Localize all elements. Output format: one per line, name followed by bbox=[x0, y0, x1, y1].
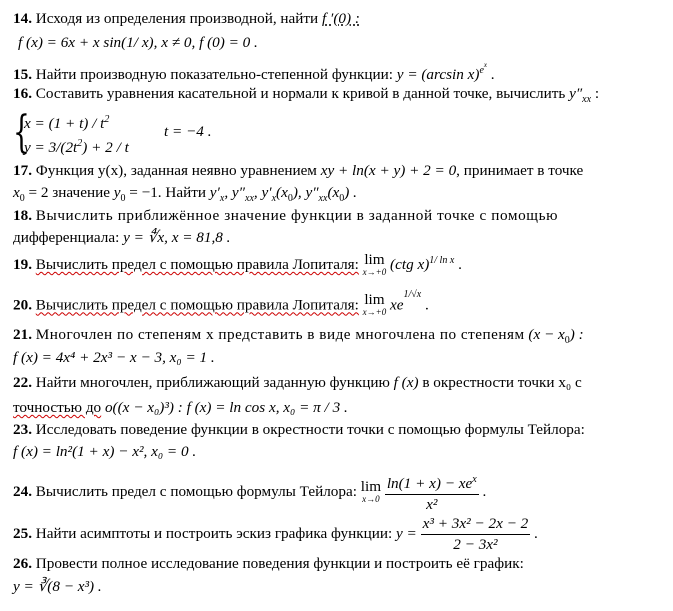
problem-math: (x − x bbox=[528, 326, 565, 343]
t: = 2 значение bbox=[24, 184, 114, 201]
fraction bbox=[385, 470, 479, 515]
problem-22-line2 bbox=[13, 399, 348, 417]
problem-number: 25. bbox=[13, 524, 32, 542]
problem-21 bbox=[13, 326, 584, 350]
problem-number: 15. bbox=[13, 66, 32, 84]
system-brace: { bbox=[13, 107, 30, 158]
exp-exp: x bbox=[483, 61, 487, 69]
problem-20 bbox=[13, 289, 429, 318]
numerator bbox=[385, 470, 479, 495]
problem-tail: . bbox=[534, 524, 538, 542]
problem-number: 19. bbox=[13, 256, 32, 274]
t: ) . bbox=[344, 184, 357, 201]
t: = −1. Найти bbox=[125, 184, 210, 201]
problem-math: f (x) bbox=[393, 374, 419, 391]
problem-math: y = bbox=[396, 524, 417, 542]
problem-math: xy + ln(x + y) + 2 = 0 bbox=[320, 162, 457, 179]
problem-text: Провести полное исследование поведения функции и построить её график: bbox=[35, 555, 524, 572]
problem-text: Вычислить предел с помощью формулы Тейлора: bbox=[35, 483, 357, 501]
param-value: t = −4 . bbox=[164, 123, 212, 140]
t: , y′ bbox=[253, 184, 272, 201]
problem-16 bbox=[13, 85, 599, 109]
t: , y″ bbox=[224, 184, 245, 201]
t: y′ bbox=[209, 184, 220, 201]
problem-math: y = (arcsin x) bbox=[396, 66, 480, 84]
problem-tail: в окрестности точки x₀ с bbox=[422, 374, 582, 391]
eq-text: x = (1 + t) / t bbox=[24, 115, 105, 133]
problem-math: (ctg x) bbox=[390, 256, 430, 274]
problem-number: 18. bbox=[13, 207, 32, 224]
t: (x bbox=[327, 184, 340, 201]
t: ln(1 + x) − xe bbox=[386, 475, 473, 493]
t: (x bbox=[276, 184, 288, 201]
eq-sup: 2 bbox=[77, 138, 83, 149]
problem-19 bbox=[13, 252, 462, 278]
problem-tail: : bbox=[594, 85, 600, 102]
problem-text: Найти асимптоты и построить эскиз графика функции: bbox=[35, 524, 393, 542]
problem-17 bbox=[13, 162, 583, 180]
system-eq-2 bbox=[24, 135, 129, 157]
problem-number: 17. bbox=[13, 162, 32, 179]
exp-base: e bbox=[479, 65, 484, 76]
problem-sub: xx bbox=[582, 94, 592, 106]
problem-tail: ) : bbox=[569, 326, 584, 343]
problem-math: xe bbox=[390, 296, 404, 314]
problem-sup: 1/√x bbox=[403, 289, 422, 301]
problem-tail: , принимает в точке bbox=[456, 162, 584, 179]
problem-text: Составить уравнения касательной и нормали к кривой в данной точке, вычислить bbox=[35, 85, 566, 102]
problem-text: Исходя из определения производной, найти bbox=[35, 10, 319, 27]
problem-number: 14. bbox=[13, 10, 32, 27]
problem-text: Найти производную показательно-степенной функции: bbox=[35, 66, 393, 84]
lim-sub: x→0 bbox=[362, 493, 380, 504]
fraction bbox=[421, 514, 531, 555]
problem-18-line2 bbox=[13, 229, 230, 247]
problem-math: y = ∜x, x = 81,8 . bbox=[123, 229, 231, 246]
problem-number: 21. bbox=[13, 326, 32, 343]
t: x bbox=[13, 184, 20, 201]
lim-word: lim bbox=[364, 291, 385, 308]
lim-word: lim bbox=[364, 250, 385, 268]
lim-word: lim bbox=[360, 477, 382, 495]
problem-number: 23. bbox=[13, 421, 32, 438]
problem-23-line2: f (x) = ln²(1 + x) − x², x₀ = 0 . bbox=[13, 443, 197, 460]
limit bbox=[362, 250, 387, 278]
limit bbox=[362, 291, 387, 318]
problem-number: 20. bbox=[13, 296, 32, 314]
t: y bbox=[113, 184, 121, 201]
problem-text: Вычислить приближённое значение функции в заданной точке с помощью bbox=[35, 207, 559, 224]
problem-math: y″ bbox=[569, 85, 583, 102]
problem-14-formula: f (x) = 6x + x sin(1/ x), x ≠ 0, f (0) = 0 . bbox=[18, 34, 258, 51]
t: 0 bbox=[19, 193, 25, 205]
t: x bbox=[472, 474, 477, 485]
problem-23 bbox=[13, 421, 585, 439]
lim-sub: x→+0 bbox=[362, 266, 387, 277]
problem-15 bbox=[13, 62, 495, 84]
problem-text: Многочлен по степеням x представить в виде многочлена по степеням bbox=[35, 326, 525, 343]
problem-tail: . bbox=[490, 66, 495, 84]
problem-17-line2: $x_0 = 2$ значение $y_0 = -1$. Найти $y'_x$, $y''_{xx}$, $y'_x(x_0)$, $y''_{xx}(x_0)$ . bbox=[13, 184, 357, 205]
problem-text: Найти многочлен, приближающий заданную функцию bbox=[35, 374, 390, 391]
problem-25 bbox=[13, 514, 538, 555]
problem-tail: . bbox=[482, 483, 487, 501]
problem-26-line2: y = ∛(8 − x³) . bbox=[13, 578, 102, 595]
limit bbox=[360, 477, 382, 505]
problem-number: 26. bbox=[13, 555, 32, 572]
problem-math: f ′(0) : bbox=[321, 10, 360, 27]
problem-text: Вычислить предел с помощью правила Лопиталя: bbox=[35, 256, 359, 274]
problem-tail: . bbox=[458, 256, 462, 274]
problem-tail: . bbox=[425, 296, 429, 314]
t: ), y″ bbox=[292, 184, 319, 201]
denominator: x² bbox=[426, 496, 438, 514]
problem-sub: 0 bbox=[564, 335, 570, 347]
problem-text: Вычислить предел с помощью правила Лопиталя: bbox=[35, 296, 359, 314]
problem-sup: 1/ ln x bbox=[429, 255, 455, 266]
numerator: x³ + 3x² − 2x − 2 bbox=[421, 514, 531, 535]
problem-text: Функция y(x), заданная неявно уравнением bbox=[35, 162, 317, 179]
denominator: 2 − 3x² bbox=[453, 536, 498, 553]
eq-text: y = 3/(2t bbox=[24, 139, 78, 157]
lim-sub: x→+0 bbox=[362, 307, 387, 317]
problem-14 bbox=[13, 10, 360, 28]
problem-26 bbox=[13, 555, 524, 573]
problem-number: 22. bbox=[13, 374, 32, 391]
problem-text: Исследовать поведение функции в окрестности точки с помощью формулы Тейлора: bbox=[35, 421, 585, 438]
problem-math: o((x − x₀)³) : f (x) = ln cos x, x₀ = π / 3 . bbox=[104, 399, 348, 416]
system-eq-1 bbox=[24, 111, 109, 133]
t: точностью до bbox=[13, 399, 102, 416]
eq-tail: ) + 2 / t bbox=[82, 139, 129, 157]
problem-21-line2: f (x) = 4x⁴ + 2x³ − x − 3, x₀ = 1 . bbox=[13, 349, 215, 366]
problem-24 bbox=[13, 470, 486, 515]
problem-number: 16. bbox=[13, 85, 32, 102]
t: дифференциала: bbox=[13, 229, 120, 246]
problem-18 bbox=[13, 207, 558, 225]
problem-number: 24. bbox=[13, 483, 32, 501]
problem-22 bbox=[13, 374, 582, 392]
eq-sup: 2 bbox=[104, 114, 110, 125]
